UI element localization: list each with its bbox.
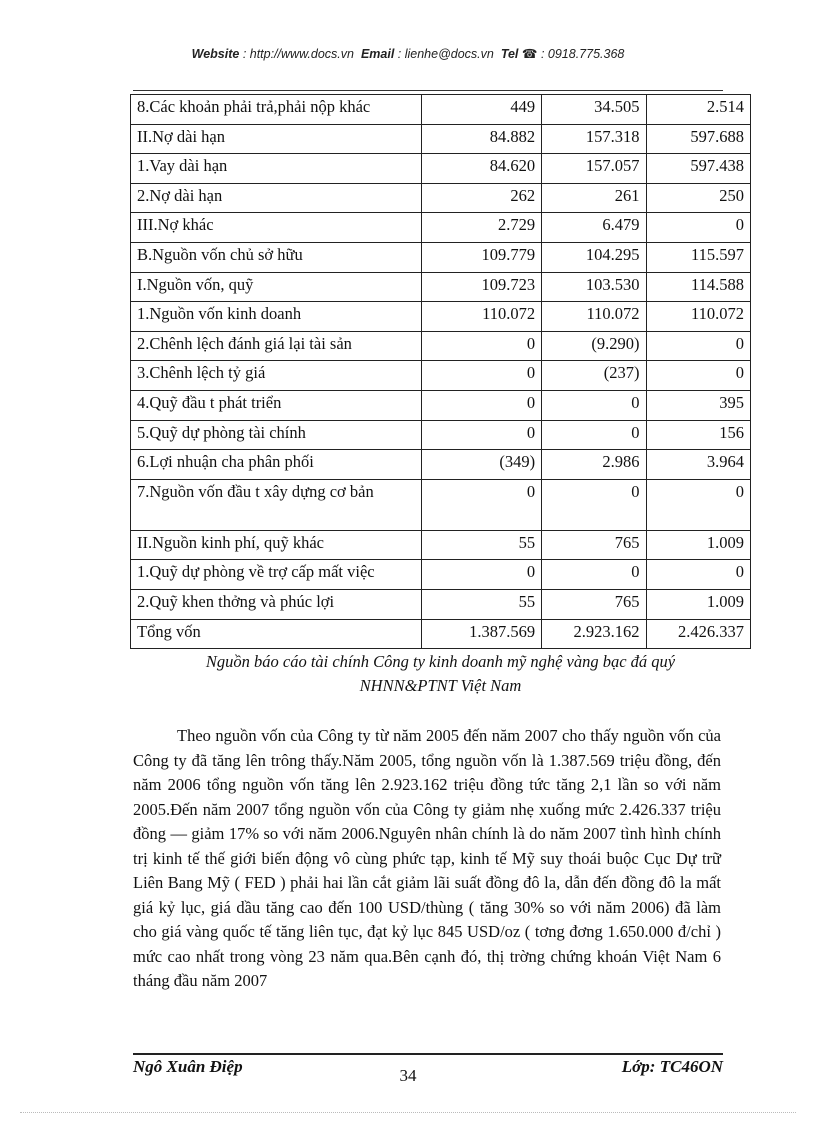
value-2006: 157.057 — [542, 154, 646, 184]
value-2005: 84.882 — [422, 124, 542, 154]
table-row — [131, 450, 751, 480]
value-2007: 110.072 — [646, 302, 750, 332]
value-2006: 34.505 — [542, 95, 646, 125]
row-label: 3.Chênh lệch tỷ giá — [131, 361, 422, 391]
value-2007: 0 — [646, 479, 750, 530]
row-label: 8.Các khoản phải trả,phải nộp khác — [131, 95, 422, 125]
table-row — [131, 213, 751, 243]
value-2006: 261 — [542, 183, 646, 213]
table-row — [131, 589, 751, 619]
header-rule — [133, 90, 723, 91]
value-2006: 765 — [542, 589, 646, 619]
row-label: 2.Chênh lệch đánh giá lại tài sản — [131, 331, 422, 361]
footer-author: Ngô Xuân Điệp — [133, 1057, 243, 1076]
website-label: Website — [191, 47, 240, 61]
value-2005: 262 — [422, 183, 542, 213]
value-2007: 156 — [646, 420, 750, 450]
footer-class: Lớp: TC46ON — [621, 1057, 723, 1076]
value-2007: 1.009 — [646, 530, 750, 560]
value-2005: 0 — [422, 331, 542, 361]
table-row — [131, 183, 751, 213]
value-2007: 2.514 — [646, 95, 750, 125]
table-row — [131, 242, 751, 272]
value-2005: 109.779 — [422, 242, 542, 272]
value-2006: 103.530 — [542, 272, 646, 302]
value-2007: 1.009 — [646, 589, 750, 619]
value-2007: 2.426.337 — [646, 619, 750, 649]
value-2005: 55 — [422, 530, 542, 560]
table-row — [131, 272, 751, 302]
row-label: III.Nợ khác — [131, 213, 422, 243]
caption-line-1: Nguồn báo cáo tài chính Công ty kinh doanh mỹ nghệ vàng bạc đá quý — [205, 652, 676, 671]
tel-value: ☎ : 0918.775.368 — [521, 47, 625, 61]
row-label: 1.Vay dài hạn — [131, 154, 422, 184]
value-2006: 0 — [542, 479, 646, 530]
email-label: Email — [360, 47, 395, 61]
value-2006: 2.986 — [542, 450, 646, 480]
value-2006: 0 — [542, 560, 646, 590]
row-label: 1.Quỹ dự phòng về trợ cấp mất việc — [131, 560, 422, 590]
table-row — [131, 619, 751, 649]
body-paragraph: Theo nguồn vốn của Công ty từ năm 2005 đến năm 2007 cho thấy nguồn vốn của Công ty đã tăng lên trông thấy.Năm 2005, tổng nguồn vốn là 1.387.569 triệu đồng, đến năm 2006 tổng nguồn vốn tăng lên 2.923.162 triệu đồng tức tăng 2,1 lần so với năm 2005.Đến năm 2007 tổng nguồn vốn của Công ty giảm nhẹ xuống mức 2.426.337 triệu đồng — giảm 17% so với năm 2006.Nguyên nhân chính là do năm 2007 tình hình chính trị kinh tế thế giới biến động vô cùng phức tạp, kinh tế Mỹ suy thoái buộc Cục Dự trữ Liên Bang Mỹ ( FED ) phải hai lần cắt giảm lãi suất đồng đô la, dẫn đến đồng đô la mất giá kỷ lục, giá dầu tăng cao đến 100 USD/thùng ( tăng 30% so với năm 2006) đã làm cho giá vàng quốc tế tăng liên tục, đạt kỷ lục 845 USD/oz ( tơng đơng 1.650.000 đ/chỉ ) mức cao nhất trong vòng 23 năm qua.Bên cạnh đó, thị trờng chứng khoán Việt Nam 6 tháng đầu năm 2007 — [133, 726, 721, 990]
value-2005: 0 — [422, 479, 542, 530]
tel-label: Tel — [500, 47, 519, 61]
value-2005: 449 — [422, 95, 542, 125]
value-2005: 0 — [422, 560, 542, 590]
value-2005: 0 — [422, 420, 542, 450]
table-row — [131, 302, 751, 332]
footer-rule — [133, 1053, 723, 1055]
table-row — [131, 331, 751, 361]
row-label: 2.Quỹ khen thởng và phúc lợi — [131, 589, 422, 619]
value-2006: 6.479 — [542, 213, 646, 243]
table-row — [131, 361, 751, 391]
value-2007: 114.588 — [646, 272, 750, 302]
page-header — [0, 46, 816, 61]
value-2006: 2.923.162 — [542, 619, 646, 649]
value-2005: 0 — [422, 361, 542, 391]
row-label: 4.Quỹ đầu t phát triển — [131, 390, 422, 420]
value-2005: 0 — [422, 390, 542, 420]
value-2006: (237) — [542, 361, 646, 391]
value-2006: 0 — [542, 390, 646, 420]
page-number: 34 — [399, 1066, 417, 1085]
row-label: B.Nguồn vốn chủ sở hữu — [131, 242, 422, 272]
value-2005: 55 — [422, 589, 542, 619]
value-2007: 395 — [646, 390, 750, 420]
email-value: : lienhe@docs.vn — [397, 47, 494, 61]
caption-line-2: NHNN&PTNT Việt Nam — [359, 676, 522, 695]
row-label: 7.Nguồn vốn đầu t xây dựng cơ bản — [131, 479, 422, 530]
value-2005: 2.729 — [422, 213, 542, 243]
value-2006: 104.295 — [542, 242, 646, 272]
capital-table — [130, 94, 751, 649]
value-2005: 84.620 — [422, 154, 542, 184]
value-2005: 109.723 — [422, 272, 542, 302]
page-edge-dotted-line — [20, 1112, 796, 1113]
table-caption — [130, 650, 751, 698]
table-row — [131, 479, 751, 530]
value-2007: 115.597 — [646, 242, 750, 272]
row-label: 1.Nguồn vốn kinh doanh — [131, 302, 422, 332]
table-row — [131, 390, 751, 420]
row-label: II.Nợ dài hạn — [131, 124, 422, 154]
value-2007: 0 — [646, 331, 750, 361]
value-2007: 0 — [646, 213, 750, 243]
row-label: I.Nguồn vốn, quỹ — [131, 272, 422, 302]
table-row — [131, 124, 751, 154]
table-row — [131, 530, 751, 560]
value-2006: (9.290) — [542, 331, 646, 361]
table-row — [131, 154, 751, 184]
row-label: Tổng vốn — [131, 619, 422, 649]
value-2005: 1.387.569 — [422, 619, 542, 649]
value-2007: 597.438 — [646, 154, 750, 184]
value-2007: 250 — [646, 183, 750, 213]
value-2006: 0 — [542, 420, 646, 450]
value-2006: 110.072 — [542, 302, 646, 332]
table-row — [131, 420, 751, 450]
value-2007: 0 — [646, 361, 750, 391]
value-2007: 0 — [646, 560, 750, 590]
value-2005: (349) — [422, 450, 542, 480]
table-row — [131, 560, 751, 590]
row-label: 2.Nợ dài hạn — [131, 183, 422, 213]
value-2005: 110.072 — [422, 302, 542, 332]
value-2006: 765 — [542, 530, 646, 560]
value-2006: 157.318 — [542, 124, 646, 154]
row-label: 6.Lợi nhuận cha phân phối — [131, 450, 422, 480]
value-2007: 3.964 — [646, 450, 750, 480]
table-row — [131, 95, 751, 125]
row-label: 5.Quỹ dự phòng tài chính — [131, 420, 422, 450]
row-label: II.Nguồn kinh phí, quỹ khác — [131, 530, 422, 560]
value-2007: 597.688 — [646, 124, 750, 154]
website-value: : http://www.docs.vn — [242, 47, 354, 61]
